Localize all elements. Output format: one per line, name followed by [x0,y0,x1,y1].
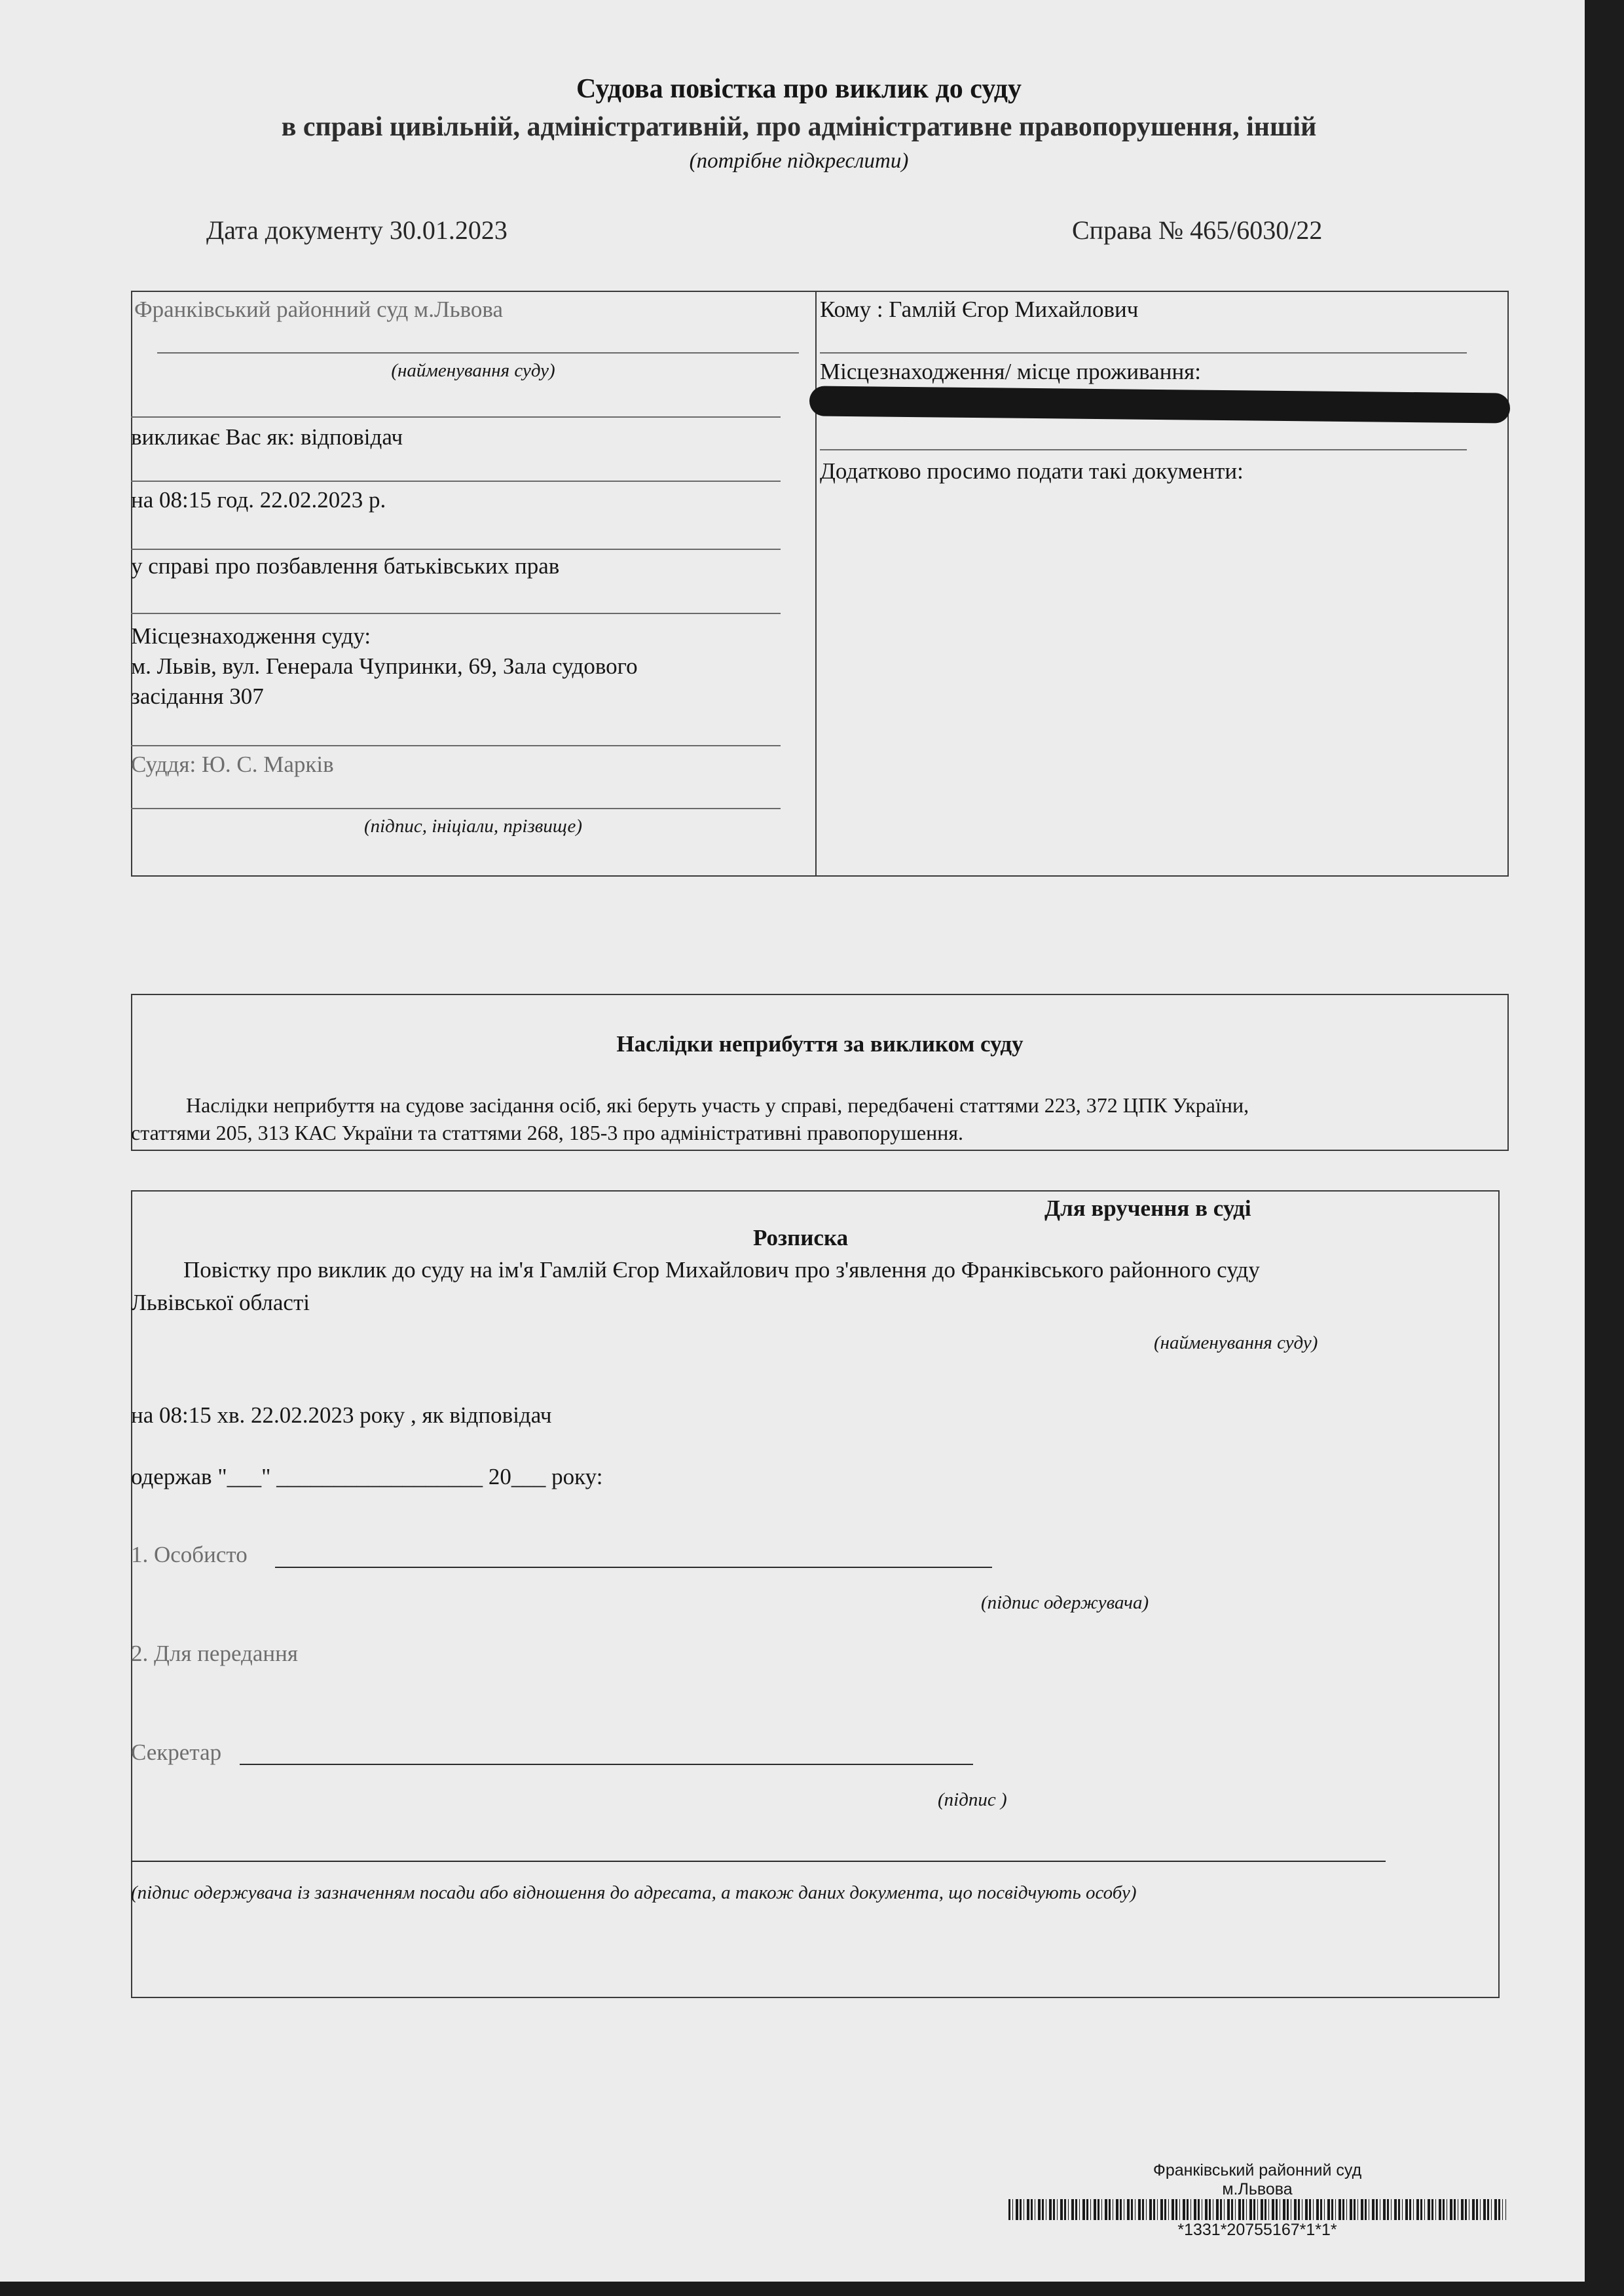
divider-line [131,613,781,614]
divider-line [131,745,781,746]
secretary-signature-caption: (підпис ) [938,1789,1007,1810]
receipt-time: на 08:15 хв. 22.02.2023 року , як відповідач [131,1402,552,1428]
consequences-text-line2: статтями 205, 313 КАС України та статтями 268, 185-3 про адміністративні правопорушення. [131,1121,964,1144]
court-location-line2: засідання 307 [131,683,264,709]
receipt-text-line1: Повістку про виклик до суду на ім'я Гамлій Єгор Михайлович про з'явлення до Франківського районного суду [183,1257,1260,1283]
document-title: Судова повістка про виклик до суду [576,74,1022,104]
received-date-line: одержав "___" __________________ 20___ року: [131,1464,603,1489]
secretary-signature-line [240,1764,973,1765]
personally-label: 1. Особисто [131,1542,248,1567]
scan-edge-bottom [0,2282,1624,2296]
secretary-label: Секретар [131,1740,222,1765]
summons-as: викликає Вас як: відповідач [131,424,403,450]
address-underline [820,449,1467,450]
recipient-signature-caption: (підпис одержувача) [981,1592,1149,1613]
receipt-text-line2: Львівської області [131,1290,310,1315]
extra-documents-label: Додатково просимо подати такі документи: [820,458,1244,484]
court-name: Франківський районний суд м.Львова [134,297,504,322]
receipt-box [131,1190,1500,1998]
scan-edge-right [1585,0,1624,2296]
barcode [1008,2199,1506,2220]
court-underline [157,352,799,354]
document-note: (потрібне підкреслити) [689,149,909,173]
divider-line [131,416,781,418]
judge-underline [131,808,781,809]
divider-line [131,549,781,550]
case-number: Справа № 465/6030/22 [1072,215,1323,245]
stamp-court-name: Франківський районний суд [1153,2161,1362,2179]
stamp-city: м.Львова [1222,2180,1293,2198]
footnote-text: (підпис одержувача із зазначенням посади або відношення до адресата, а також даних документа, що посвідчують особу) [131,1882,1137,1903]
consequences-text-line1: Наслідки неприбуття на судове засідання осіб, які беруть участь у справі, передбачені статтями 223, 372 ЦПК України, [186,1093,1249,1117]
barcode-number: *1331*20755167*1*1* [1177,2221,1337,2239]
receipt-heading: Розписка [753,1225,849,1250]
column-divider [815,291,817,877]
recipient-underline [820,352,1467,354]
judge-name: Суддя: Ю. С. Марків [131,752,334,777]
address-label: Місцезнаходження/ місце проживання: [820,359,1201,384]
for-court-label: Для вручення в суді [1044,1195,1251,1221]
receipt-court-caption: (найменування суду) [1154,1332,1318,1353]
document-subtitle: в справі цивільній, адміністративній, про адміністративне правопорушення, іншій [281,112,1317,142]
recipient-name: Кому : Гамлій Єгор Михайлович [820,297,1139,322]
hearing-time: на 08:15 год. 22.02.2023 р. [131,487,386,513]
personally-signature-line [275,1567,992,1568]
consequences-heading: Наслідки неприбуття за викликом суду [616,1031,1024,1057]
court-location-label: Місцезнаходження суду: [131,623,371,649]
for-transfer-label: 2. Для передання [131,1641,298,1666]
footnote-line [131,1861,1386,1862]
court-caption: (найменування суду) [391,360,555,381]
document-date: Дата документу 30.01.2023 [206,215,507,245]
judge-caption: (підпис, ініціали, прізвище) [363,816,583,837]
court-location-line1: м. Львів, вул. Генерала Чупринки, 69, Зала судового [131,653,638,679]
divider-line [131,481,781,482]
case-subject: у справі про позбавлення батьківських прав [131,553,560,579]
